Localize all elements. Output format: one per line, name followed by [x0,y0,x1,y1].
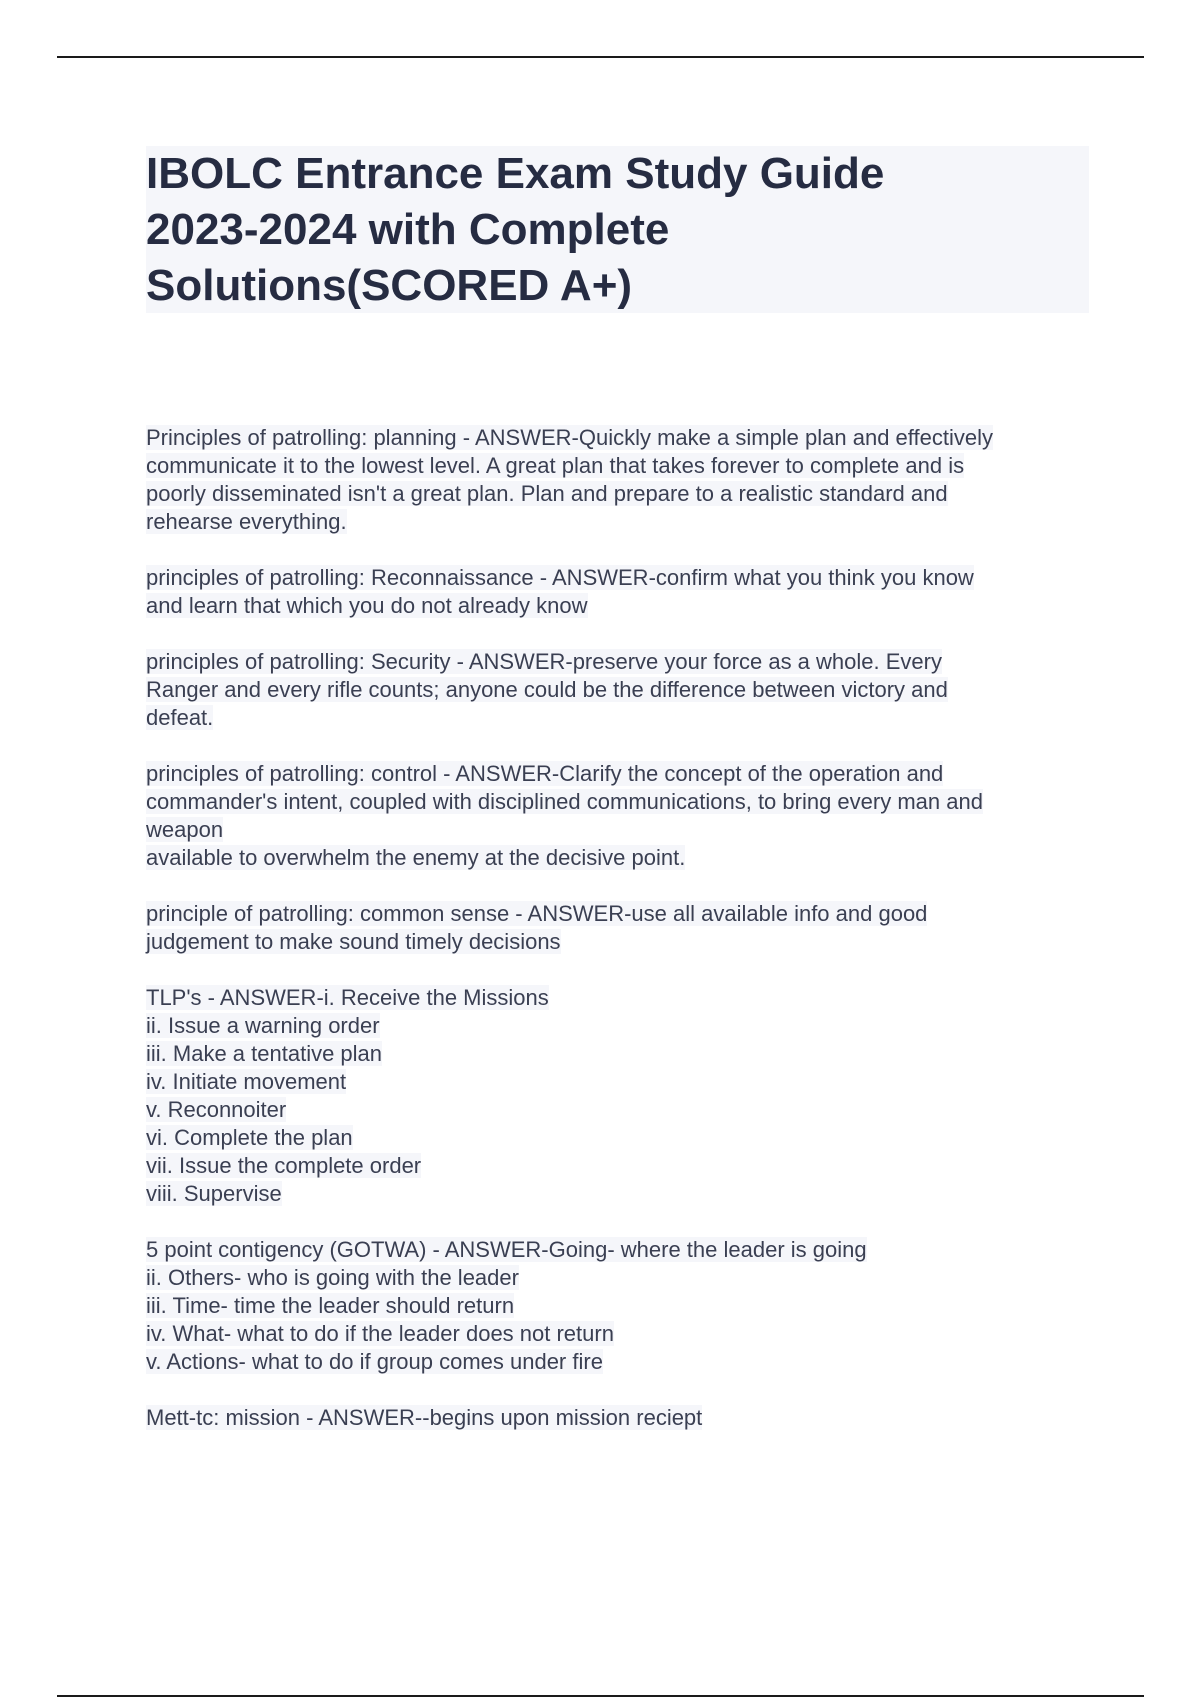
qa-entry-reconnaissance [146,564,1091,620]
qa-entry-common-sense [146,900,1091,956]
qa-line: principles of patrolling: Security - ANSWER-preserve your force as a whole. Every [146,649,942,674]
qa-line: ii. Issue a warning order [146,1013,380,1038]
qa-entry-planning [146,424,1091,536]
top-rule [57,56,1144,58]
qa-line: ii. Others- who is going with the leader [146,1265,519,1290]
qa-line: judgement to make sound timely decisions [146,929,561,954]
qa-line: vi. Complete the plan [146,1125,353,1150]
qa-line: principles of patrolling: control - ANSWER-Clarify the concept of the operation and [146,761,944,786]
qa-line: iv. Initiate movement [146,1069,347,1094]
qa-line: iii. Time- time the leader should return [146,1293,515,1318]
qa-line: TLP's - ANSWER-i. Receive the Missions [146,985,549,1010]
qa-line: vii. Issue the complete order [146,1153,422,1178]
qa-line: Mett-tc: mission - ANSWER--begins upon mission reciept [146,1405,703,1430]
qa-entry-tlps [146,984,1091,1208]
qa-line: viii. Supervise [146,1181,282,1206]
qa-line: iv. What- what to do if the leader does not return [146,1321,614,1346]
qa-line: weapon [146,817,224,842]
title-line: 2023-2024 with Complete [146,205,670,254]
qa-line: iii. Make a tentative plan [146,1041,383,1066]
title-line: IBOLC Entrance Exam Study Guide [146,149,885,198]
qa-line: commander's intent, coupled with disciplined communications, to bring every man and [146,789,983,814]
bottom-rule [57,1695,1144,1697]
qa-entry-gotwa [146,1236,1091,1376]
document-title [146,146,1089,314]
qa-line: Ranger and every rifle counts; anyone could be the difference between victory and [146,677,948,702]
qa-line: available to overwhelm the enemy at the decisive point. [146,845,686,870]
qa-line: v. Reconnoiter [146,1097,287,1122]
title-block [146,146,1089,313]
qa-entry-control [146,760,1091,872]
qa-line: principle of patrolling: common sense - ANSWER-use all available info and good [146,901,928,926]
qa-line: Principles of patrolling: planning - ANSWER-Quickly make a simple plan and effectively [146,425,993,450]
qa-line: v. Actions- what to do if group comes under fire [146,1349,603,1374]
qa-line: poorly disseminated isn't a great plan. Plan and prepare to a realistic standard and [146,481,948,506]
qa-entry-security [146,648,1091,732]
title-line: Solutions(SCORED A+) [146,261,633,310]
qa-line: 5 point contigency (GOTWA) - ANSWER-Going- where the leader is going [146,1237,867,1262]
qa-line: principles of patrolling: Reconnaissance - ANSWER-confirm what you think you know [146,565,974,590]
qa-line: communicate it to the lowest level. A great plan that takes forever to complete and is [146,453,965,478]
qa-line: and learn that which you do not already know [146,593,588,618]
qa-entry-mett-tc-mission [146,1404,1091,1432]
qa-line: defeat. [146,705,214,730]
qa-line: rehearse everything. [146,509,347,534]
qa-list [146,424,1091,1460]
